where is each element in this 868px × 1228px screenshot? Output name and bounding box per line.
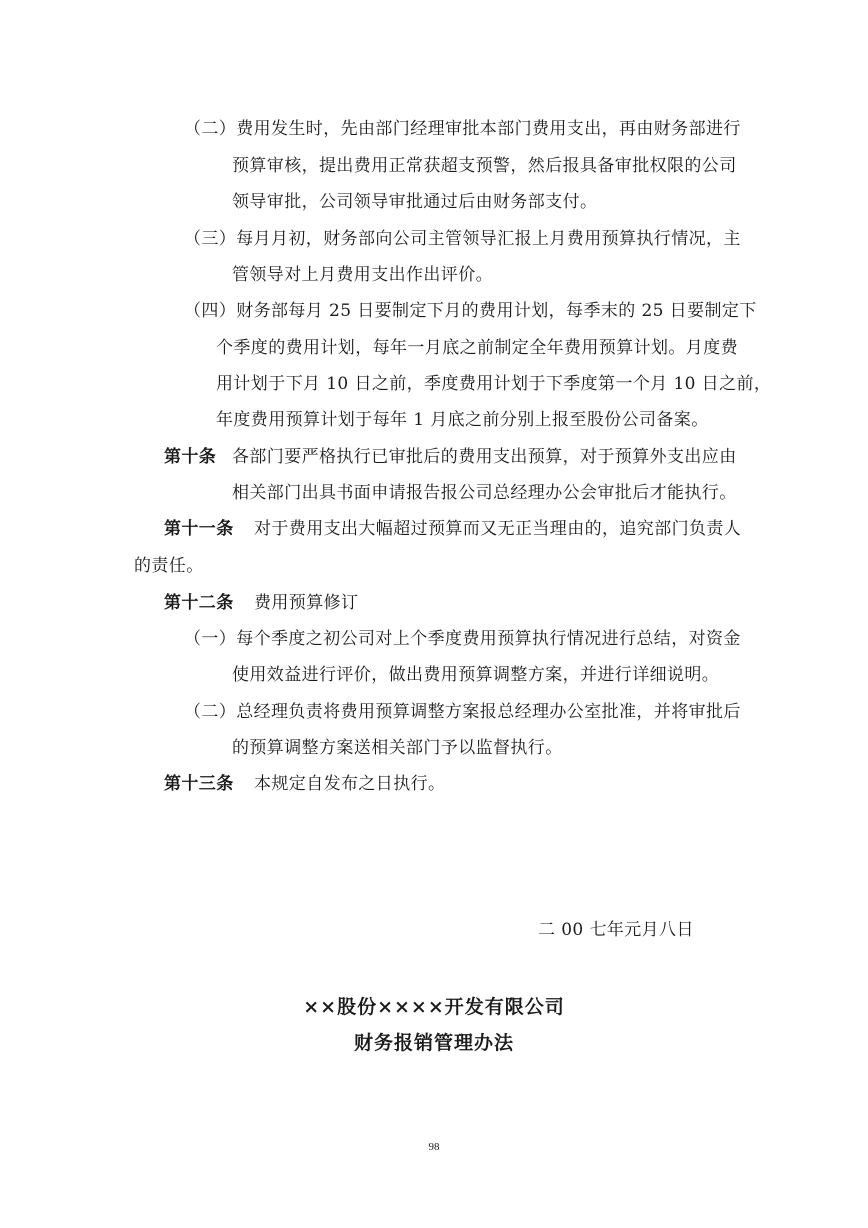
document-date: 二 00 七年元月八日 <box>538 920 694 940</box>
article-heading: 第十一条 <box>164 519 234 539</box>
article-text: 费用预算修订 <box>254 593 359 613</box>
text-line: 相关部门出具书面申请报告报公司总经理办公会审批后才能执行。 <box>232 483 737 503</box>
document-title: 财务报销管理办法 <box>353 1032 514 1054</box>
article-heading: 第十三条 <box>164 774 234 794</box>
text-line: 使用效益进行评价，做出费用预算调整方案，并进行详细说明。 <box>232 665 720 685</box>
article-text: 本规定自发布之日执行。 <box>254 774 446 794</box>
article-text: 对于费用支出大幅超过预算而又无正当理由的，追究部门负责人 <box>254 519 742 539</box>
article-heading: 第十二条 <box>164 593 234 613</box>
text-line: （二）总经理负责将费用预算调整方案报总经理办公室批准，并将审批后 <box>184 702 741 722</box>
text-line: 领导审批，公司领导审批通过后由财务部支付。 <box>232 192 598 212</box>
text-line: 管领导对上月费用支出作出评价。 <box>232 265 493 285</box>
text-line: 用计划于下月 10 日之前，季度费用计划于下季度第一个月 10 日之前， <box>216 374 772 394</box>
text-line: 的预算调整方案送相关部门予以监督执行。 <box>232 738 563 758</box>
article-heading: 第十条 <box>164 447 217 467</box>
article-text: 各部门要严格执行已审批后的费用支出预算，对于预算外支出应由 <box>232 447 737 467</box>
text-line: 预算审核，提出费用正常获超支预警，然后报具备审批权限的公司 <box>232 156 737 176</box>
text-line: （四）财务部每月 25 日要制定下月的费用计划，每季末的 25 日要制定下 <box>184 301 757 321</box>
text-line: 年度费用预算计划于每年 1 月底之前分别上报至股份公司备案。 <box>216 410 709 430</box>
company-name: ××股份××××开发有限公司 <box>303 996 565 1018</box>
text-line: 的责任。 <box>134 556 204 576</box>
text-line: 个季度的费用计划，每年一月底之前制定全年费用预算计划。月度费 <box>216 338 738 358</box>
text-line: （一）每个季度之初公司对上个季度费用预算执行情况进行总结，对资金 <box>184 629 741 649</box>
text-line: （二）费用发生时，先由部门经理审批本部门费用支出，再由财务部进行 <box>184 119 741 139</box>
text-line: （三）每月月初，财务部向公司主管领导汇报上月费用预算执行情况，主 <box>184 229 741 249</box>
page-number: 98 <box>428 1141 440 1153</box>
